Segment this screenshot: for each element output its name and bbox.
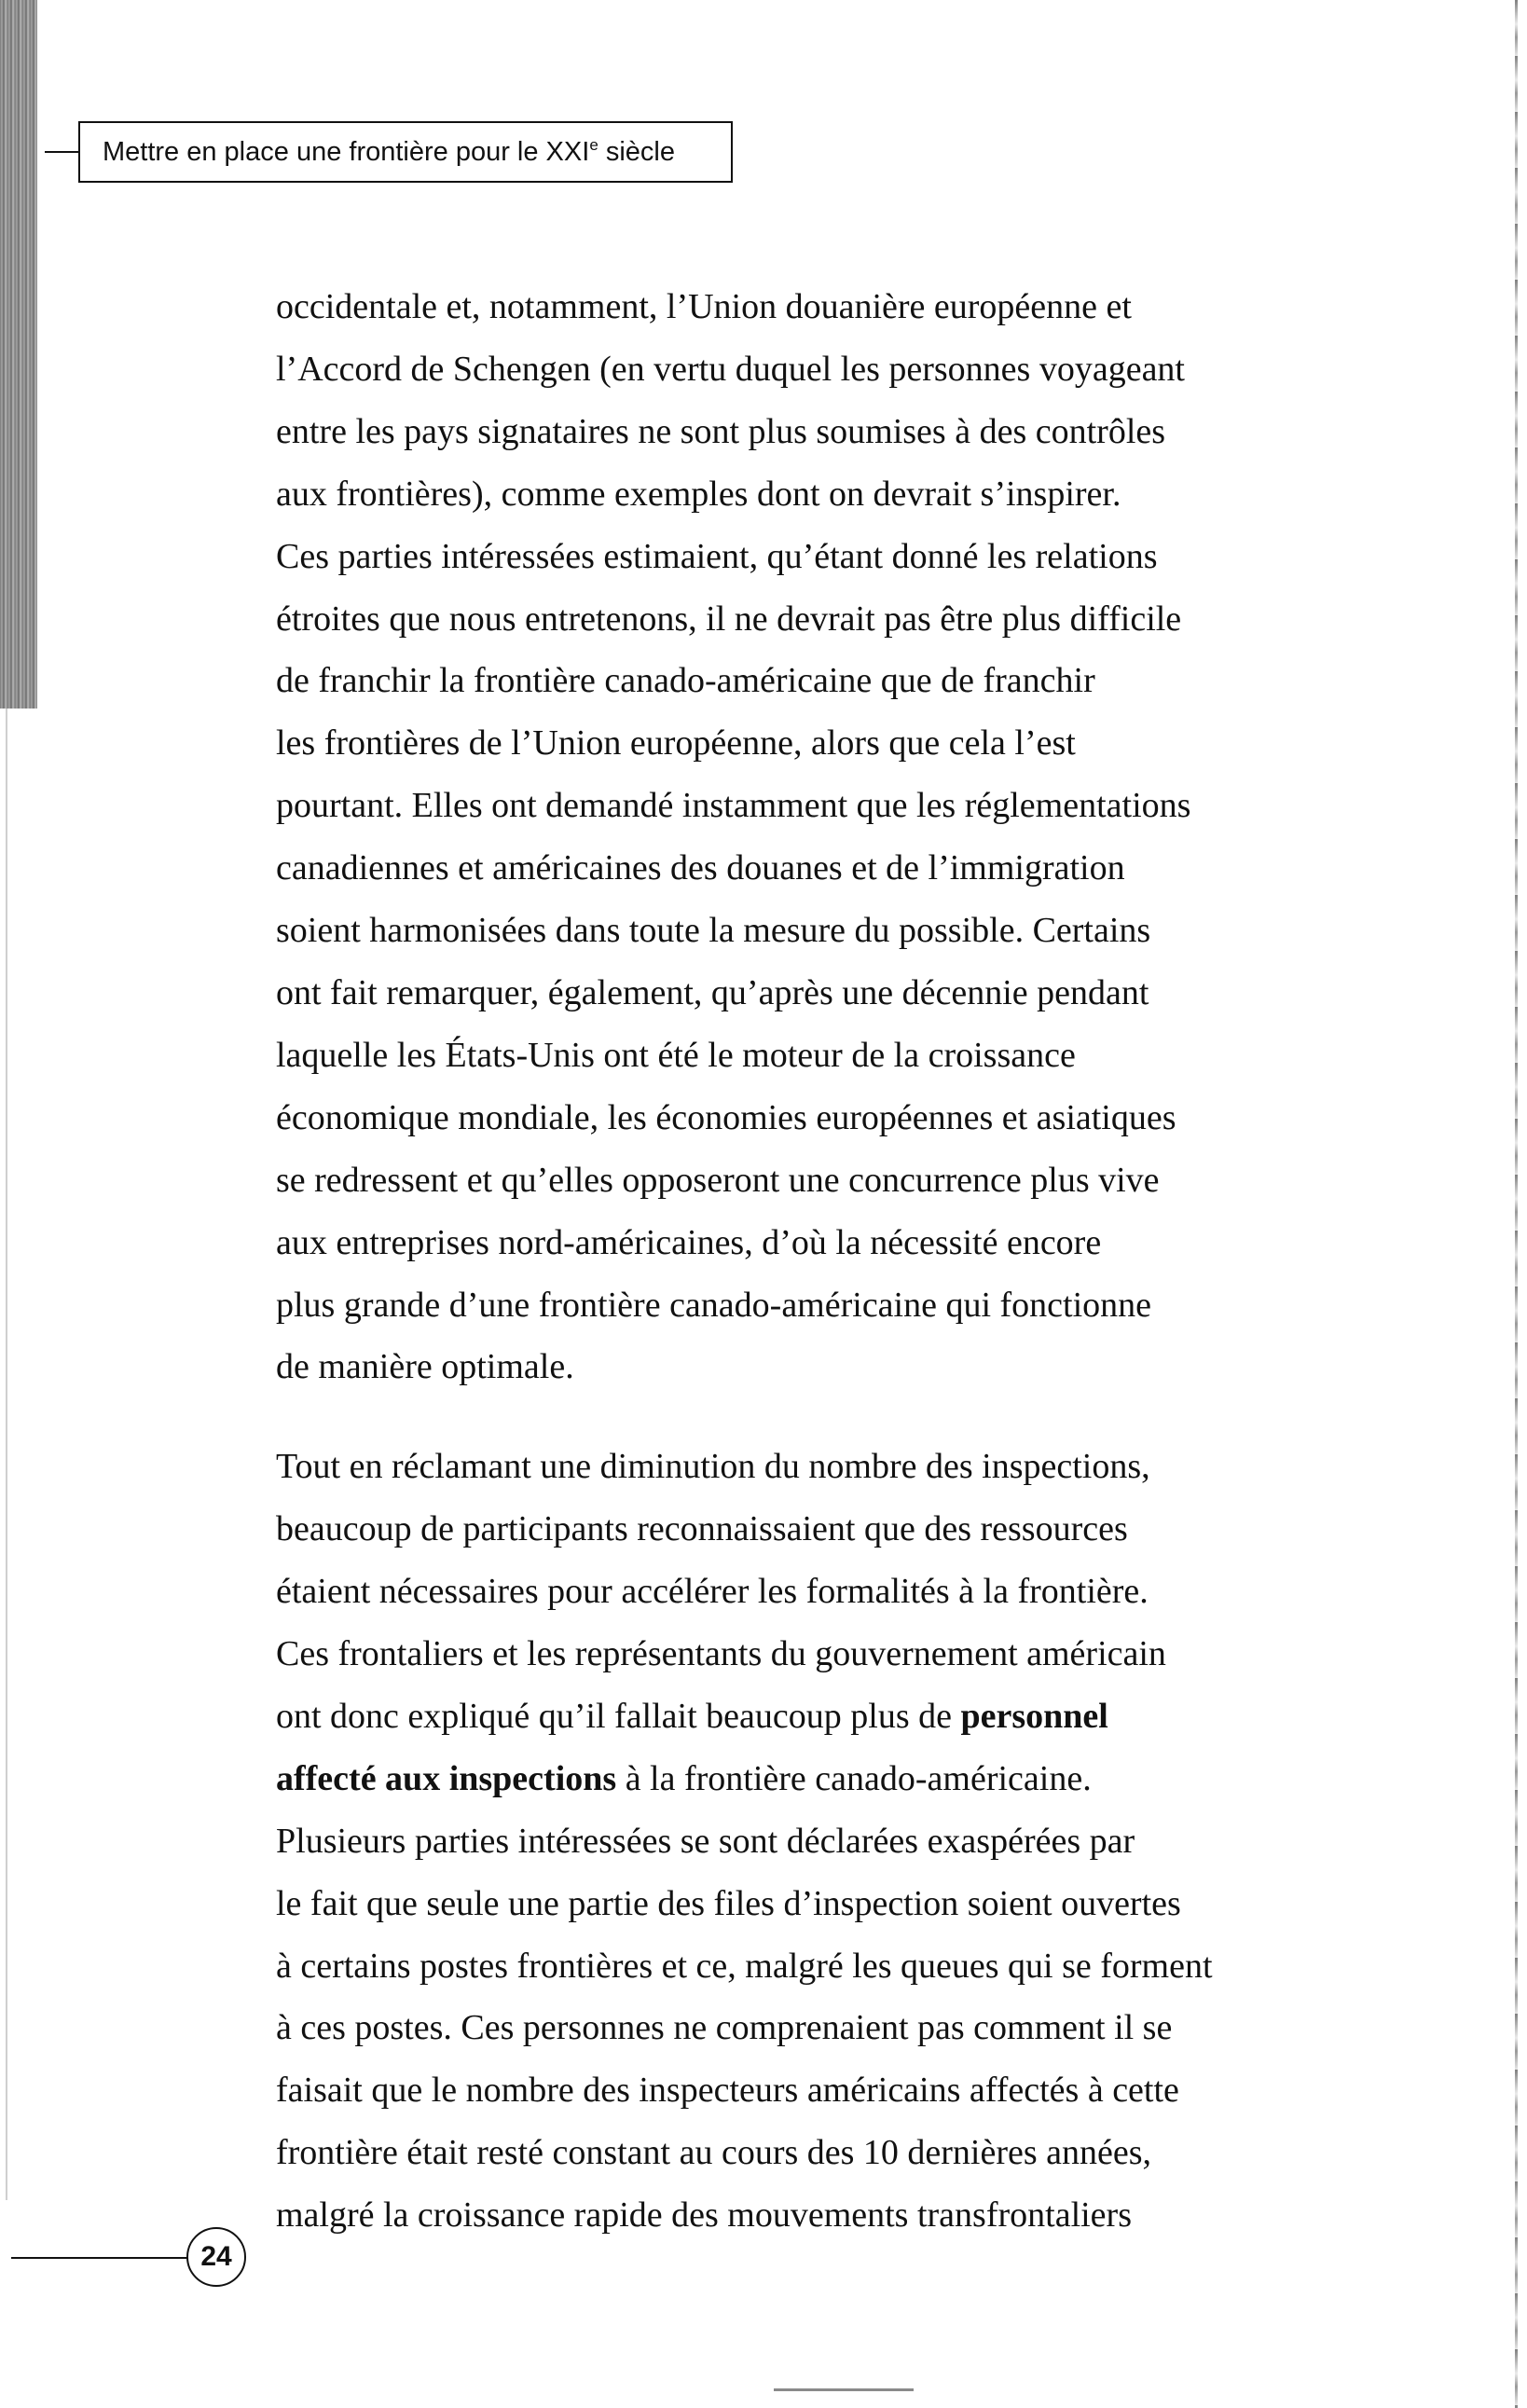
paragraph-2 (276, 1436, 1339, 2247)
text-line: étaient nécessaires pour accélérer les formalités à la frontière. (276, 1572, 1149, 1612)
text-line: frontière était resté constant au cours des 10 dernières années, (276, 2133, 1152, 2173)
text-line-prefix: ont donc expliqué qu’il fallait beaucoup plus de (276, 1696, 961, 1736)
scan-edge-left (0, 0, 37, 709)
text-line: étroites que nous entretenons, il ne devrait pas être plus difficile (276, 599, 1182, 639)
text-line: se redressent et qu’elles opposeront une concurrence plus vive (276, 1160, 1160, 1200)
text-line: beaucoup de participants reconnaissaient que des ressources (276, 1509, 1128, 1549)
text-line: malgré la croissance rapide des mouvements transfrontaliers (276, 2195, 1132, 2236)
emphasis-affecte-aux-inspections: affecté aux inspections (276, 1758, 617, 1798)
running-header-title (103, 137, 675, 168)
header-title-main: Mettre en place une frontière pour le XXI (103, 136, 590, 167)
text-line (276, 1748, 1339, 1810)
text-line: l’Accord de Schengen (en vertu duquel les personnes voyageant (276, 349, 1185, 389)
text-line: de manière optimale. (276, 1347, 574, 1387)
text-line: plus grande d’une frontière canado-américaine qui fonctionne (276, 1285, 1152, 1325)
page-number: 24 (186, 2227, 246, 2287)
text-line: économique mondiale, les économies européennes et asiatiques (276, 1097, 1176, 1137)
running-header (78, 121, 733, 183)
header-title-superscript: e (589, 135, 598, 154)
text-line: à ces postes. Ces personnes ne comprenaient pas comment il se (276, 2008, 1173, 2048)
header-rule (45, 151, 80, 153)
footer-rule (11, 2257, 188, 2259)
text-line: le fait que seule une partie des files d’inspection soient ouvertes (276, 1883, 1181, 1923)
text-line: Plusieurs parties intéressées se sont déclarées exaspérées par (276, 1821, 1135, 1861)
scan-edge-line-left (6, 709, 7, 2200)
scan-edge-right (1515, 0, 1518, 2408)
text-line: faisait que le nombre des inspecteurs américains affectés à cette (276, 2071, 1179, 2111)
text-line: Ces frontaliers et les représentants du gouvernement américain (276, 1634, 1166, 1674)
text-line: aux entreprises nord-américaines, d’où la nécessité encore (276, 1222, 1102, 1262)
emphasis-personnel: personnel (960, 1696, 1108, 1736)
text-line: de franchir la frontière canado-américaine que de franchir (276, 661, 1095, 701)
text-line: ont fait remarquer, également, qu’après une décennie pendant (276, 972, 1149, 1012)
scan-bottom-mark (774, 2388, 914, 2391)
text-line: Tout en réclamant une diminution du nombre des inspections, (276, 1447, 1150, 1487)
text-line: occidentale et, notamment, l’Union douanière européenne et (276, 287, 1132, 326)
text-line: pourtant. Elles ont demandé instamment que les réglementations (276, 786, 1191, 826)
text-line (276, 1686, 1339, 1748)
text-line: canadiennes et américaines des douanes et de l’immigration (276, 848, 1125, 888)
text-line: Ces parties intéressées estimaient, qu’étant donné les relations (276, 536, 1158, 576)
body-text (276, 276, 1339, 2247)
header-title-end: siècle (598, 136, 675, 167)
text-line: soient harmonisées dans toute la mesure du possible. Certains (276, 911, 1151, 951)
text-line-suffix: à la frontière canado-américaine. (616, 1758, 1092, 1798)
text-line: entre les pays signataires ne sont plus soumises à des contrôles (276, 411, 1166, 451)
text-line: les frontières de l’Union européenne, alors que cela l’est (276, 723, 1076, 764)
text-line: laquelle les États-Unis ont été le moteur de la croissance (276, 1035, 1076, 1075)
paragraph-1 (276, 276, 1339, 1398)
text-line: aux frontières), comme exemples dont on devrait s’inspirer. (276, 474, 1121, 514)
text-line: à certains postes frontières et ce, malgré les queues qui se forment (276, 1946, 1213, 1986)
